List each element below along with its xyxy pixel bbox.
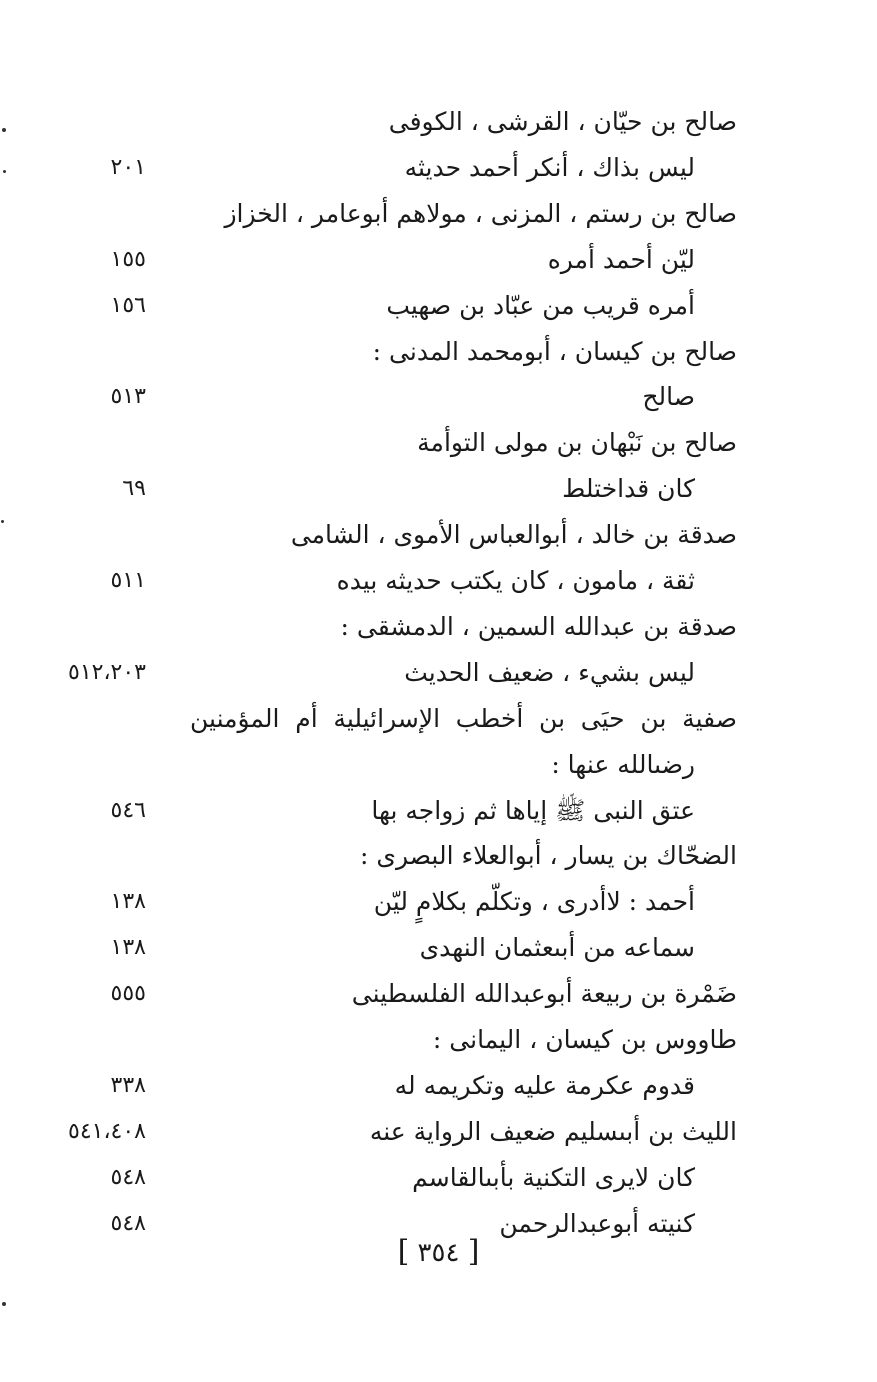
subentry-text: كنيته أبوعبدالرحمن [499, 1208, 695, 1238]
subentry-text: صالح [642, 382, 695, 412]
index-row [0, 238, 877, 282]
entry-heading: الليث بن أبىسليم ضعيف الرواية عنه [369, 1116, 737, 1146]
index-row [0, 605, 877, 649]
subentry-text: سماعه من أبىعثمان النهدى [419, 933, 695, 963]
index-row [0, 834, 877, 878]
page-refs: ٥٤٨ [110, 1210, 146, 1236]
entry-heading: الضحّاك بن يسار ، أبوالعلاء البصرى : [360, 841, 737, 871]
page-refs: ٥٤٨ [110, 1164, 146, 1190]
scan-speck [2, 1302, 6, 1306]
subentry-text: كان لايرى التكنية بأبىالقاسم [412, 1162, 695, 1192]
scan-speck [1, 520, 4, 523]
index-row [0, 330, 877, 374]
index-row [0, 192, 877, 236]
page-refs: ٥٤١،٤٠٨ [68, 1118, 146, 1144]
index-row [0, 972, 877, 1016]
index-row [0, 513, 877, 557]
index-row [0, 100, 877, 144]
scan-speck [3, 170, 6, 173]
entry-heading: صالح بن حيّان ، القرشى ، الكوفى [388, 107, 737, 136]
index-row [0, 1110, 877, 1154]
bracket-open: [ [397, 1234, 410, 1269]
index-row [0, 284, 877, 328]
subentry-text: أحمد : لاأدرى ، وتكلّم بكلامٍ ليّن [373, 887, 695, 917]
subentry-text: قدوم عكرمة عليه وتكريمه له [394, 1070, 695, 1100]
index-row [0, 743, 877, 787]
entry-heading: صالح بن رستم ، المزنى ، مولاهم أبوعامر ، الخزاز [224, 198, 737, 228]
index-row [0, 1018, 877, 1062]
subentry-text: ليس بشيء ، ضعيف الحديث [404, 657, 695, 687]
subentry-text: ليّن أحمد أمره [547, 244, 695, 274]
page-number: ٣٥٤ [417, 1238, 460, 1268]
page-refs: ١٣٨ [110, 935, 146, 961]
subentry-text: أمره قريب من عبّاد بن صهيب [386, 290, 695, 320]
index-row [0, 467, 877, 511]
subentry-text: ثقة ، مامون ، كان يكتب حديثه بيده [336, 566, 695, 595]
page-refs: ٥٥٥ [110, 981, 146, 1007]
scan-speck [2, 128, 6, 132]
index-row [0, 146, 877, 190]
page-refs: ٦٩ [122, 476, 146, 502]
entry-heading: صفية بن حيَى بن أخطب الإسرائيلية أم المؤمنين [190, 703, 737, 733]
page-refs: ٥١٣ [110, 384, 146, 410]
page-refs: ١٥٥ [110, 246, 146, 272]
index-row [0, 789, 877, 833]
page-footer [0, 1232, 877, 1272]
index-row [0, 697, 877, 741]
page-refs: ٥٤٦ [110, 797, 146, 823]
index-row [0, 559, 877, 603]
bracket-close: ] [467, 1234, 480, 1269]
entry-heading: صدقة بن عبدالله السمين ، الدمشقى : [340, 611, 737, 641]
entry-heading: صالح بن نَبْهان بن مولى التوأمة [417, 428, 737, 458]
entry-heading: ضَمْرة بن ربيعة أبوعبدالله الفلسطينى [351, 979, 737, 1009]
page-refs: ١٥٦ [110, 292, 146, 318]
index-row [0, 1156, 877, 1200]
subentry-text: رضىالله عنها : [551, 749, 695, 779]
entry-heading: صدقة بن خالد ، أبوالعباس الأموى ، الشامى [290, 520, 737, 550]
subentry-text: ليس بذاك ، أنكر أحمد حديثه [404, 152, 695, 182]
page-refs: ٥١٢،٢٠٣ [68, 659, 146, 685]
page-refs: ٣٣٨ [110, 1072, 146, 1098]
entry-heading: صالح بن كيسان ، أبومحمد المدنى : [372, 336, 737, 366]
page-refs: ١٣٨ [110, 889, 146, 915]
index-row [0, 421, 877, 465]
page-refs: ٢٠١ [110, 154, 146, 180]
entry-heading: طاووس بن كيسان ، اليمانى : [432, 1025, 737, 1054]
subentry-text: عتق النبى ﷺ إياها ثم زواجه بها [371, 795, 695, 825]
index-row [0, 651, 877, 695]
index-row [0, 926, 877, 970]
index-row [0, 375, 877, 419]
subentry-text: كان قداختلط [562, 474, 695, 504]
index-row [0, 880, 877, 924]
page-refs: ٥١١ [110, 568, 146, 593]
index-row [0, 1064, 877, 1108]
